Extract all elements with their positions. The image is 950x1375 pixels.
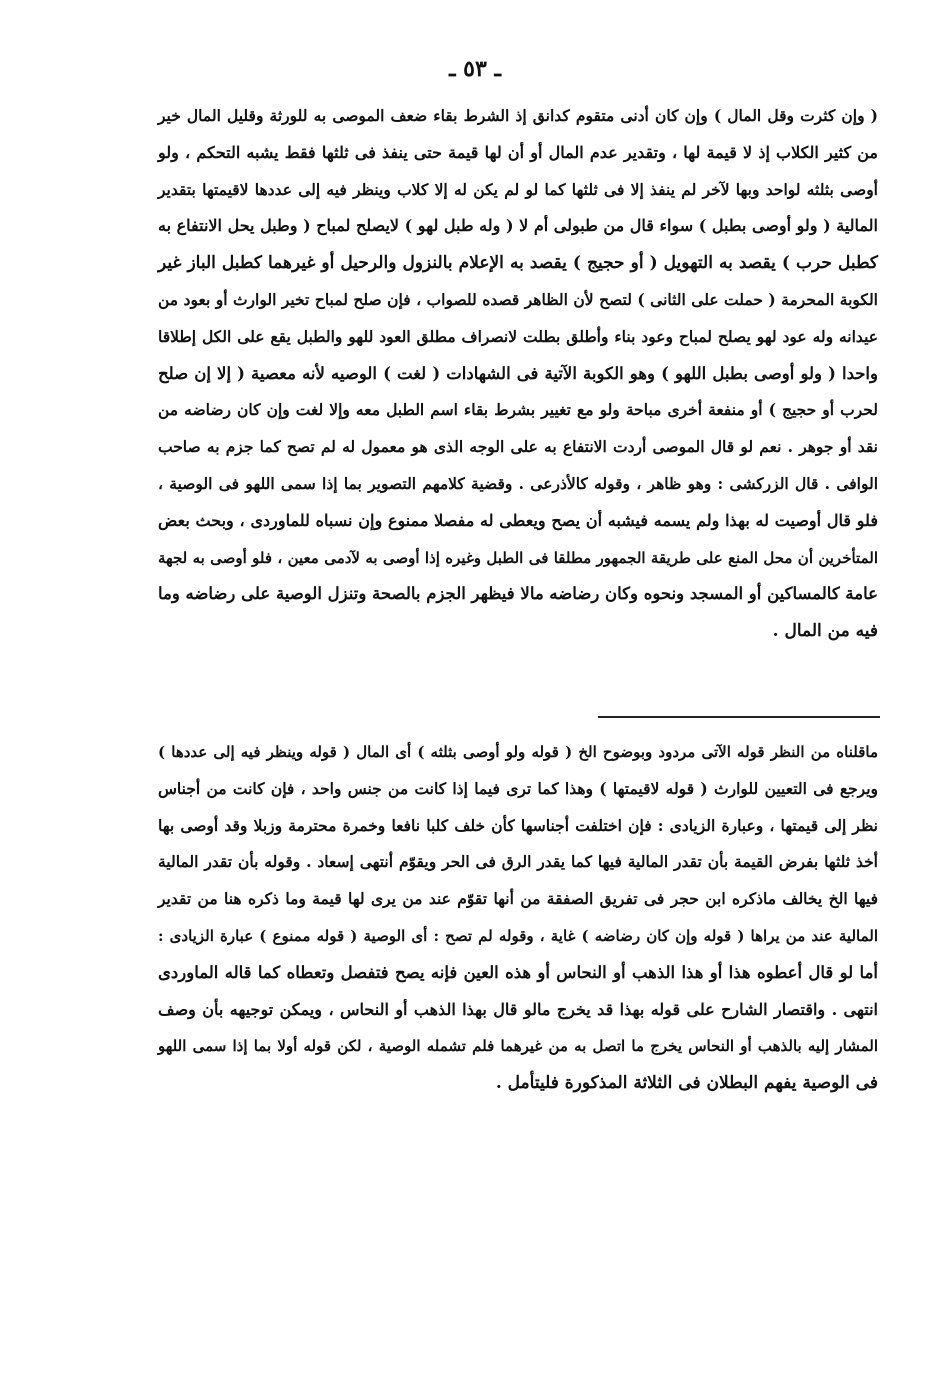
commentary-line: ماقلناه من النظر قوله الآتى مردود وبوضوح الخ ( قوله ولو أوصى بثلثه ) أى المال ( قوله وينظر فيه إلى عددها ) xyxy=(158,743,878,761)
commentary-line: المشار إليه بالذهب أو النحاس يخرج ما اتصل به من غيرهما فلم تشمله الوصية ، لكن قوله أولا بما إذا سمى اللهو xyxy=(158,1037,878,1056)
commentary-line: فى الوصية يفهم البطلان فى الثلاثة المذكورة فليتأمل . xyxy=(495,1073,878,1094)
commentary-line: انتهى . واقتصار الشارح على قوله بهذا قد يخرج مالو قال بهذا الذهب أو النحاس ، ويمكن توجيهه بأن وصف xyxy=(158,999,878,1019)
commentary-line: أخذ ثلثها بفرض القيمة بأن تقدر المالية فيها كما يقدر الرق فى الحر ويقوّم أنتهى إسعاد . وقوله بأن تقدر المالية xyxy=(158,852,878,872)
main-text-line: عامة كالمساكين أو المسجد ونحوه وكان رضاضه مالا فيظهر الجزم بالصحة وتنزل الوصية على رضاضه وما xyxy=(157,584,878,604)
main-text-line: نقد أو جوهر . نعم لو قال الموصى أردت الانتفاع به على الوجه الذى هو معمول له لم تصح كما جزم به صاحب xyxy=(158,437,878,457)
main-text-line: كطبل حرب ) يقصد به التهويل ( أو حجيج ) يقصد به الإعلام بالنزول والرحيل أو غيرهما كطبل الباز غير xyxy=(158,253,878,274)
commentary-body xyxy=(158,734,878,1102)
footnote-separator-rule xyxy=(598,716,880,718)
main-text-line: أوصى بثلثه لواحد وبها لآخر لم ينفذ إلا فى ثلثها كما لو لم يكن له إلا كلاب وينظر فيه إلى عددها لاقيمتها بتقدير xyxy=(158,179,878,199)
main-text-body xyxy=(158,98,878,650)
page-number: ـ ٥٣ ـ xyxy=(449,56,501,82)
commentary-line: ويرجع فى التعيين للوارث ( قوله لاقيمتها ) وهذا كما ترى فيما إذا كانت من جنس واحد ، فإن كانت من أجناس xyxy=(158,778,878,798)
commentary-line: المالية عند من يراها ( قوله وإن كان رضاضه ) غاية ، وقوله لم تصح : أى الوصية ( قوله ممنوع ) عبارة الزيادى : xyxy=(158,926,878,945)
main-text-line: الوافى . قال الزركشى : وهو ظاهر ، وقوله كالأذرعى . وقضية كلامهم التصوير بما إذا سمى اللهو فى الوصية ، xyxy=(158,473,878,493)
main-text-line: من كثير الكلاب إذ لا قيمة لها ، وتقدير عدم المال أو أن لها قيمة حتى ينفذ فى ثلثها فقط يشبه التحكم ، ولو xyxy=(158,142,878,162)
commentary-line: نظر إلى قيمتها ، وعبارة الزيادى : فإن اختلفت أجناسها كأن خلف كلبا نافعا وخمرة محترمة وزبلا وقد أوصى بها xyxy=(158,815,878,835)
main-text-line: فيه من المال . xyxy=(772,621,878,642)
main-text-line: الكوبة المحرمة ( حملت على الثانى ) لتصح لأن الظاهر قصده للصواب ، فإن صلح لمباح تخير الوارث أو بعود من xyxy=(158,289,878,309)
main-text-line: عيدانه وله عود لهو يصلح لمباح وعود بناء وأطلق بطلت لانصراف مطلق العود للهو والطبل يقع على الكل إطلاقا xyxy=(158,326,878,346)
main-text-line: المتأخرين أن محل المنع على طريقة الجمهور مطلقا فى الطبل وغيره إذا أوصى به لآدمى معين ، فلو أوصى به لجهة xyxy=(158,548,878,567)
main-text-line: واحدا ( ولو أوصى بطبل اللهو ) وهو الكوبة الآتية فى الشهادات ( لغت ) الوصيه لأنه معصية ( إلا إن صلح xyxy=(158,363,878,383)
main-text-line: فلو قال أوصيت له بهذا ولم يسمه فيشبه أن يصح ويعطى له مفصلا ممنوع وإن نسباه للماوردى ، وبحث بعض xyxy=(158,510,879,530)
main-text-line: ( وإن كثرت وقل المال ) وإن كان أدنى متقوم كدانق إذ الشرط بقاء ضعف الموصى به للورثة وقليل المال خير xyxy=(158,106,878,125)
commentary-line: فيها الخ يخالف ماذكره ابن حجر فى تفريق الصفقة من أنها تقوّم عند من يرى لها قيمة وما ذكره هنا من تقدير xyxy=(158,889,878,909)
commentary-line: أما لو قال أعطوه هذا أو هذا الذهب أو النحاس أو هذه العين فإنه يصح فتفصل وتعطاه كما قاله الماوردى xyxy=(158,962,878,982)
main-text-line: المالية ( ولو أوصى بطبل ) سواء قال من طبولى أم لا ( وله طبل لهو ) لايصلح لمباح ( وطبل يحل الانتفاع به xyxy=(158,216,879,236)
main-text-line: لحرب أو حجيج ) أو منفعة أخرى مباحة ولو مع تغيير بشرط بقاء اسم الطبل معه وإلا لغت وإن كان رضاضه من xyxy=(158,400,878,420)
